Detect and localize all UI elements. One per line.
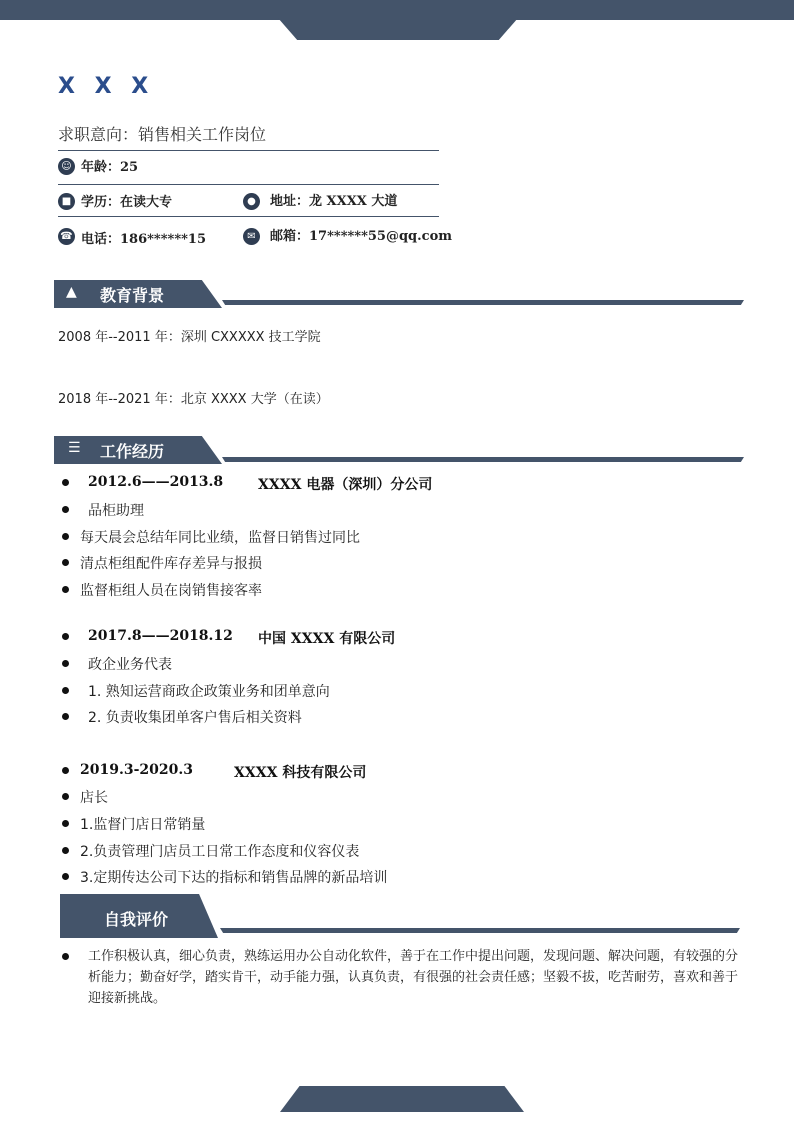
section-rule [220, 928, 740, 933]
job-item: 清点柜组配件库存差异与报损 [80, 556, 262, 572]
bullet [62, 479, 69, 486]
job-item: 店长 [80, 790, 108, 806]
job-item: 政企业务代表 [88, 657, 172, 673]
job-item: 监督柜组人员在岗销售接客率 [80, 583, 262, 599]
age-text: 年龄：25 [81, 160, 139, 175]
bullet [62, 953, 69, 960]
bullet [62, 660, 69, 667]
email-text: 邮箱：17******55@qq.com [270, 229, 453, 244]
bullet [62, 687, 69, 694]
list-icon: ☰ [68, 440, 81, 456]
bullet [62, 533, 69, 540]
bullet [62, 506, 69, 513]
person-icon: ☺ [58, 158, 75, 175]
phone-text: 电话：186******15 [81, 232, 207, 247]
bullet [62, 793, 69, 800]
bottom-decor-tab [280, 1086, 524, 1112]
job-item: 品柜助理 [88, 503, 144, 519]
phone-icon: ☎ [58, 228, 75, 245]
bullet [62, 847, 69, 854]
graduation-cap-icon: ▲ [66, 284, 77, 300]
job-item: 2. 负责收集团单客户售后相关资料 [88, 710, 302, 726]
divider [58, 184, 439, 185]
job-objective: 求职意向：销售相关工作岗位 [58, 125, 267, 144]
job-period: 2012.6——2013.8 [88, 474, 224, 490]
education-entry: 2008 年--2011 年：深圳 CXXXXX 技工学院 [58, 330, 321, 345]
job-item: 1. 熟知运营商政企政策业务和团单意向 [88, 684, 330, 700]
education-section-title: 教育背景 [100, 286, 165, 305]
job-company: XXXX 科技有限公司 [234, 765, 367, 781]
bullet [62, 633, 69, 640]
mail-icon: ✉ [243, 228, 260, 245]
candidate-name: X X X [58, 74, 155, 99]
bullet [62, 820, 69, 827]
address-text: 地址：龙 XXXX 大道 [270, 194, 398, 209]
education-entry: 2018 年--2021 年：北京 XXXX 大学（在读） [58, 392, 329, 407]
bullet [62, 586, 69, 593]
bullet [62, 713, 69, 720]
job-item: 2.负责管理门店员工日常工作态度和仪容仪表 [80, 844, 360, 860]
top-decor-bar [0, 0, 794, 20]
location-pin-icon: ● [243, 193, 260, 210]
job-company: 中国 XXXX 有限公司 [258, 631, 396, 647]
divider [58, 216, 439, 217]
top-decor-tab [278, 18, 518, 40]
job-company: XXXX 电器（深圳）分公司 [258, 477, 433, 493]
job-item: 3.定期传达公司下达的指标和销售品牌的新品培训 [80, 870, 388, 886]
education-text: 学历：在读大专 [81, 195, 173, 210]
job-item: 每天晨会总结年同比业绩，监督日销售过同比 [80, 530, 360, 546]
bullet [62, 559, 69, 566]
section-rule [222, 457, 744, 462]
bullet [62, 873, 69, 880]
self-evaluation-text: 工作积极认真，细心负责，熟练运用办公自动化软件，善于在工作中提出问题，发现问题、解决问题，有较强的分析能力；勤奋好学，踏实肯干，动手能力强，认真负责，有很强的社会责任感；坚毅不拔，吃苦耐劳，喜欢和善于迎接新挑战。 [88, 949, 739, 1006]
section-rule [222, 300, 744, 305]
bullet [62, 767, 69, 774]
divider [58, 150, 439, 151]
self-eval-section-title: 自我评价 [104, 910, 169, 929]
job-period: 2017.8——2018.12 [88, 628, 233, 644]
graduation-icon: ■ [58, 193, 75, 210]
job-period: 2019.3-2020.3 [80, 762, 193, 778]
job-item: 1.监督门店日常销量 [80, 817, 206, 833]
work-section-title: 工作经历 [100, 442, 165, 461]
